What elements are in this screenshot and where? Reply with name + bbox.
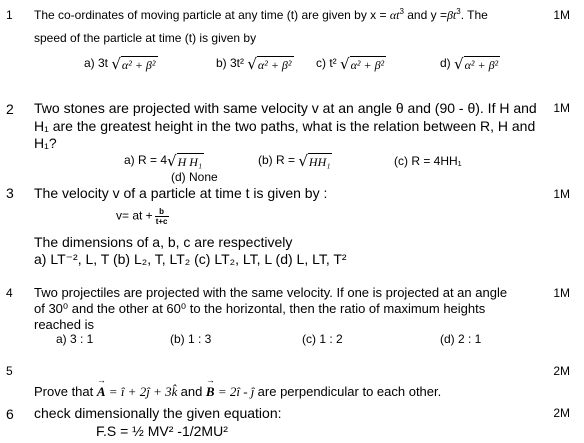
- question-text-line: speed of the particle at time (t) is given by: [34, 31, 257, 45]
- question-marks: 1M: [553, 286, 570, 300]
- sqrt-expression: √α² + β²: [340, 55, 385, 73]
- option-c: (c) R = 4HH₁: [394, 154, 462, 168]
- sqrt-expression: √α² + β²: [454, 55, 499, 73]
- question-text-line: The dimensions of a, b, c are respectively: [34, 234, 293, 250]
- question-number: 4: [6, 286, 13, 300]
- equation: v= at + $\frac{b}{t+c}$: [116, 207, 168, 226]
- question-number: 1: [6, 8, 13, 22]
- option-d: d) √α² + β²: [440, 55, 499, 73]
- sqrt-expression: √HH₁: [298, 152, 331, 170]
- equation: F.S = ½ MV² -1/2MU²: [96, 423, 228, 439]
- fraction: $\frac{b}{t+c}$: [155, 207, 168, 226]
- question-marks: 1M: [553, 101, 570, 115]
- question-marks: 2M: [553, 406, 570, 420]
- question-text-line: H₁?: [34, 135, 57, 151]
- option-a: a) 3t √α² + β²: [84, 55, 156, 73]
- option-b: (b) 1 : 3: [170, 332, 212, 346]
- question-text-line: reached is: [34, 317, 94, 332]
- question-number: 6: [6, 406, 14, 422]
- question-marks: 1M: [553, 187, 570, 201]
- vector-a: → A: [97, 384, 106, 400]
- sqrt-expression: √α² + β²: [111, 55, 156, 73]
- question-marks: 1M: [553, 8, 570, 22]
- option-b: (b) R = √HH₁: [258, 152, 331, 170]
- question-number: 3: [6, 185, 14, 201]
- question-text-line: Two stones are projected with same velocity v at an angle θ and (90 - θ). If H and: [34, 100, 537, 116]
- question-text-line: Two projectiles are projected with the same velocity. If one is projected at an angle: [34, 285, 508, 300]
- question-text-line: of 30⁰ and the other at 60⁰ to the horizontal, then the ratio of maximum heights: [34, 301, 486, 316]
- question-text-line: The velocity v of a particle at time t is given by :: [34, 185, 328, 201]
- question-text-line: check dimensionally the given equation:: [34, 405, 282, 421]
- option-c: c) t² √α² + β²: [316, 55, 385, 73]
- question-text-line: The co-ordinates of moving particle at any time (t) are given by $x = \alpha t^3$ and $y =\beta t^3$. The: [34, 7, 488, 22]
- option-a: a) 3 : 1: [56, 332, 94, 346]
- question-number: 5: [6, 364, 13, 378]
- option-d: (d) 2 : 1: [440, 332, 482, 346]
- question-number: 2: [6, 101, 14, 117]
- option-c: (c) 1 : 2: [302, 332, 343, 346]
- sqrt-expression: √H H₁: [167, 152, 203, 170]
- sqrt-expression: √α² + β²: [247, 55, 292, 73]
- vector-b: → B: [206, 384, 215, 400]
- option-d: (d) None: [171, 170, 218, 184]
- answer-options-line: a) LT⁻², L, T (b) L₂, T, LT₂ (c) LT₂, LT, L (d) L, LT, T²: [34, 251, 347, 267]
- question-marks: 2M: [553, 364, 570, 378]
- question-text-line: Prove that → A = î + 2ĵ + 3k̂ and → B = 2î - ĵ are perpendicular to each other.: [34, 384, 441, 400]
- option-a: a) R = 4√H H₁: [124, 152, 203, 170]
- option-b: b) 3t² √α² + β²: [216, 55, 292, 73]
- question-text-line: H₁ are the greatest height in the two paths, what is the relation between R, H and: [34, 118, 536, 134]
